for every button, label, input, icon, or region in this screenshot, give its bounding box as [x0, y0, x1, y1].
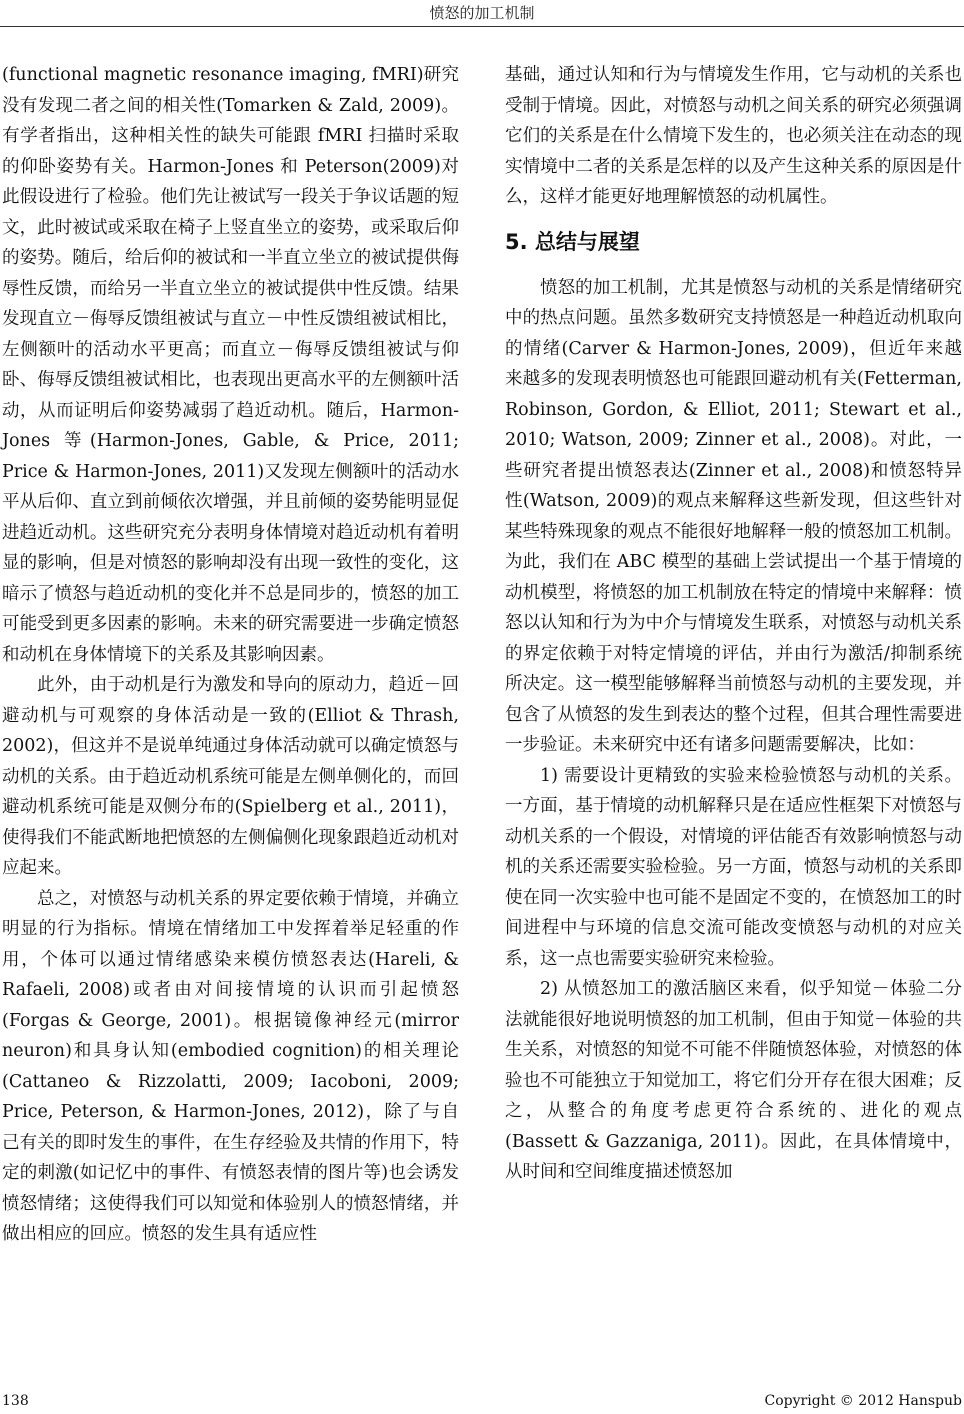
left-column: [2, 60, 459, 1250]
section-heading: 5. 总结与展望: [505, 229, 640, 254]
left-paragraph-2: 此外，由于动机是行为激发和导向的原动力，趋近－回避动机与可观察的身体活动是一致的(Elliot & Thrash, 2002)，但这并不是说单纯通过身体活动就可以确定愤怒与动机的关系。由于趋近动机系统可能是左侧单侧化的，而回避动机系统可能是双侧分布的(Spielberg et al., 2011)，使得我们不能武断地把愤怒的左侧偏侧化现象跟趋近动机对应起来。: [2, 675, 459, 878]
running-head: 愤怒的加工机制: [429, 4, 535, 22]
right-column: [505, 60, 962, 1188]
header-divider: [0, 26, 964, 27]
left-paragraph-3: 总之，对愤怒与动机关系的界定要依赖于情境，并确立明显的行为指标。情境在情绪加工中发挥着举足轻重的作用，个体可以通过情绪感染来模仿愤怒表达(Hareli, & Rafaeli, 2008)或者由对间接情境的认识而引起愤怒(Forgas & George, 2001)。根据镜像神经元(mirror neuron)和具身认知(embodied cognition)的相关理论(Cattaneo & Rizzolatti, 2009; Iacoboni, 2009; Price, Peterson, & Harmon-Jones, 2012)，除了与自己有关的即时发生的事件，在生存经验及共情的作用下，特定的刺激(如记忆中的事件、有愤怒表情的图片等)也会诱发愤怒情绪；这使得我们可以知觉和体验别人的愤怒情绪，并做出相应的回应。愤怒的发生具有适应性: [2, 888, 459, 1244]
right-paragraph-3: 1) 需要设计更精致的实验来检验愤怒与动机的关系。一方面，基于情境的动机解释只是在适应性框架下对愤怒与动机关系的一个假设，对情境的评估能否有效影响愤怒与动机的关系还需要实验检验。另一方面，愤怒与动机的关系即使在同一次实验中也可能不是固定不变的，在愤怒加工的时间进程中与环境的信息交流可能改变愤怒与动机的对应关系，这一点也需要实验研究来检验。: [505, 765, 962, 969]
right-paragraph-1: 基础，通过认知和行为与情境发生作用，它与动机的关系也受制于情境。因此，对愤怒与动机之间关系的研究必须强调它们的关系是在什么情境下发生的，也必须关注在动态的现实情境中二者的关系是怎样的以及产生这种关系的原因是什么，这样才能更好地理解愤怒的动机属性。: [505, 65, 962, 207]
copyright-notice: Copyright © 2012 Hanspub: [764, 1393, 962, 1409]
left-paragraph-1: (functional magnetic resonance imaging, fMRI)研究没有发现二者之间的相关性(Tomarken & Zald, 2009)。有学者指出，这种相关性的缺失可能跟 fMRI 扫描时采取的仰卧姿势有关。Harmon-Jones 和 Peterson(2009)对此假设进行了检验。他们先让被试写一段关于争议话题的短文，此时被试或采取在椅子上竖直坐立的姿势，或采取后仰的姿势。随后，给后仰的被试和一半直立坐立的被试提供侮辱性反馈，而给另一半直立坐立的被试提供中性反馈。结果发现直立－侮辱反馈组被试与直立－中性反馈组被试相比，左侧额叶的活动水平更高；而直立－侮辱反馈组被试与仰卧、侮辱反馈组被试相比，也表现出更高水平的左侧额叶活动，从而证明后仰姿势减弱了趋近动机。随后，Harmon-Jones 等(Harmon-Jones, Gable, & Price, 2011; Price & Harmon-Jones, 2011)又发现左侧额叶的活动水平从后仰、直立到前倾依次增强，并且前倾的姿势能明显促进趋近动机。这些研究充分表明身体情境对趋近动机有着明显的影响，但是对愤怒的影响却没有出现一致性的变化，这暗示了愤怒与趋近动机的变化并不总是同步的，愤怒的加工可能受到更多因素的影响。未来的研究需要进一步确定愤怒和动机在身体情境下的关系及其影响因素。: [2, 65, 459, 665]
page-number: 138: [2, 1393, 29, 1409]
right-paragraph-4: 2) 从愤怒加工的激活脑区来看，似乎知觉－体验二分法就能很好地说明愤怒的加工机制，但由于知觉－体验的共生关系，对愤怒的知觉不可能不伴随愤怒体验，对愤怒的体验也不可能独立于知觉加工，将它们分开存在很大困难；反之，从整合的角度考虑更符合系统的、进化的观点(Bassett & Gazzaniga, 2011)。因此，在具体情境中，从时间和空间维度描述愤怒加: [505, 979, 962, 1182]
right-paragraph-2: 愤怒的加工机制，尤其是愤怒与动机的关系是情绪研究中的热点问题。虽然多数研究支持愤怒是一种趋近动机取向的情绪(Carver & Harmon-Jones, 2009)，但近年来越来越多的发现表明愤怒也可能跟回避动机有关(Fetterman, Robinson, Gordon, & Elliot, 2011; Stewart et al., 2010; Watson, 2009; Zinner et al., 2008)。对此，一些研究者提出愤怒表达(Zinner et al., 2008)和愤怒特异性(Watson, 2009)的观点来解释这些新发现，但这些针对某些特殊现象的观点不能很好地解释一般的愤怒加工机制。为此，我们在 ABC 模型的基础上尝试提出一个基于情境的动机模型，将愤怒的加工机制放在特定的情境中来解释：愤怒以认知和行为为中介与情境发生联系，对愤怒与动机关系的界定依赖于对特定情境的评估，并由行为激活/抑制系统所决定。这一模型能够解释当前愤怒与动机的主要发现，并包含了从愤怒的发生到表达的整个过程，但其合理性需要进一步验证。未来研究中还有诸多问题需要解决，比如：: [505, 277, 962, 755]
